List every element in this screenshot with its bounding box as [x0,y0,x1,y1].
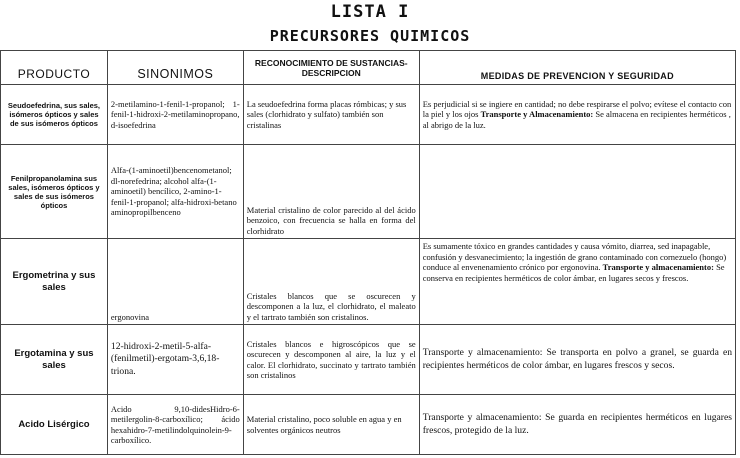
row-producto: Ergometrina y sus sales [1,239,108,325]
row-descripcion: Material cristalino, poco soluble en agua y en solventes orgánicos neutros [243,395,419,455]
row-medidas [419,395,735,455]
row-medidas [419,325,735,395]
row-medidas [419,145,735,239]
header-producto: PRODUCTO [1,51,108,85]
row-producto: Seudoefedrina, sus sales, isómeros ópticos y sales de sus isómeros ópticos [1,85,108,145]
medidas-bold-label: Transporte y Almacenamiento: [480,109,594,120]
row-sinonimos: 12-hidroxi-2-metil-5-alfa-(fenilmetil)-ergotam-3,6,18-triona. [107,325,243,395]
row-sinonimos: ergonovina [107,239,243,325]
medidas-text: Es perjudicial si se ingiere en cantidad; no debe respirarse el polvo; evítese el contacto con la piel y los ojos [422,98,732,120]
table-row [1,145,736,239]
row-producto: Fenilpropanolamina sus sales, isómeros ópticos y sales de sus isómeros ópticos [1,145,108,239]
title-block [0,0,740,52]
precursors-table [0,50,736,455]
table-row [1,395,736,455]
row-producto: Ergotamina y sus sales [1,325,108,395]
table-row [1,239,736,325]
row-medidas [419,239,735,325]
header-sinonimos: SINONIMOS [107,51,243,85]
row-medidas [419,85,735,145]
row-descripcion: La seudoefedrina forma placas rómbicas; y sus sales (clorhidrato y sulfato) también son cristalinas [243,85,419,145]
row-descripcion: Cristales blancos e higroscópicos que se oscurecen y descomponen al aire, la luz y el calor. El clorhidrato, succinato y tartrato también son cristalinos [243,325,419,395]
row-sinonimos: Alfa-(1-aminoetil)bencenometanol; dl-norefedrina; alcohol alfa-(1-aminoetil) bencílico, 2-amino-1-fenil-1-propanol; alfa-hidroxi-betano aminopropilbenceno [107,145,243,239]
row-descripcion: Material cristalino de color parecido al del ácido benzoico, con frecuencia se halla en forma del clorhidrato [243,145,419,239]
header-medidas: MEDIDAS DE PREVENCION Y SEGURIDAD [419,51,735,85]
table-row [1,85,736,145]
medidas-bold-label: Transporte y almacenamiento: [602,262,714,272]
row-descripcion: Cristales blancos que se oscurecen y descomponen a la luz, el clorhidrato, el maleato y el tartrato también son cristalinos. [243,239,419,325]
row-sinonimos: 2-metilamino-1-fenil-1-propanol; 1-fenil-1-hidroxi-2-metilaminopropano, d-isoefedrina [107,85,243,145]
list-title: LISTA I [330,2,410,22]
medidas-text: Transporte y almacenamiento: Se guarda en recipientes herméticos en lugares frescos, protegido de la luz. [422,412,732,436]
header-reconocimiento: RECONOCIMIENTO DE SUSTANCIAS- DESCRIPCION [243,51,419,85]
medidas-text-end: Se conserva en recipientes herméticos de color ámbar, en lugares secos y frescos. [422,262,725,283]
list-subtitle: PRECURSORES QUIMICOS [269,27,471,45]
medidas-text: Es sumamente tóxico en grandes cantidades y causa vómito, diarrea, sed inapagable, confusión y desvanecimiento; la ingestión de grano contaminado con cornezuelo (hongo) conduce al envenenamiento crónico por ergonovina. [422,241,727,272]
row-sinonimos: Acido 9,10-didesHidro-6-metilergolin-8-carboxílico; ácido hexahidro-7-metilindolquinolein-9- carboxílico. [107,395,243,455]
medidas-text-end: Se almacena en recipientes herméticos , al abrigo de la luz. [422,109,731,130]
medidas-text: Transporte y almacenamiento: Se transporta en polvo a granel, se guarda en recipientes herméticos de color ámbar, en lugares frescos y secos. [422,347,732,371]
table-header-row [1,51,736,85]
row-producto: Acido Lisérgico [1,395,108,455]
table-row [1,325,736,395]
